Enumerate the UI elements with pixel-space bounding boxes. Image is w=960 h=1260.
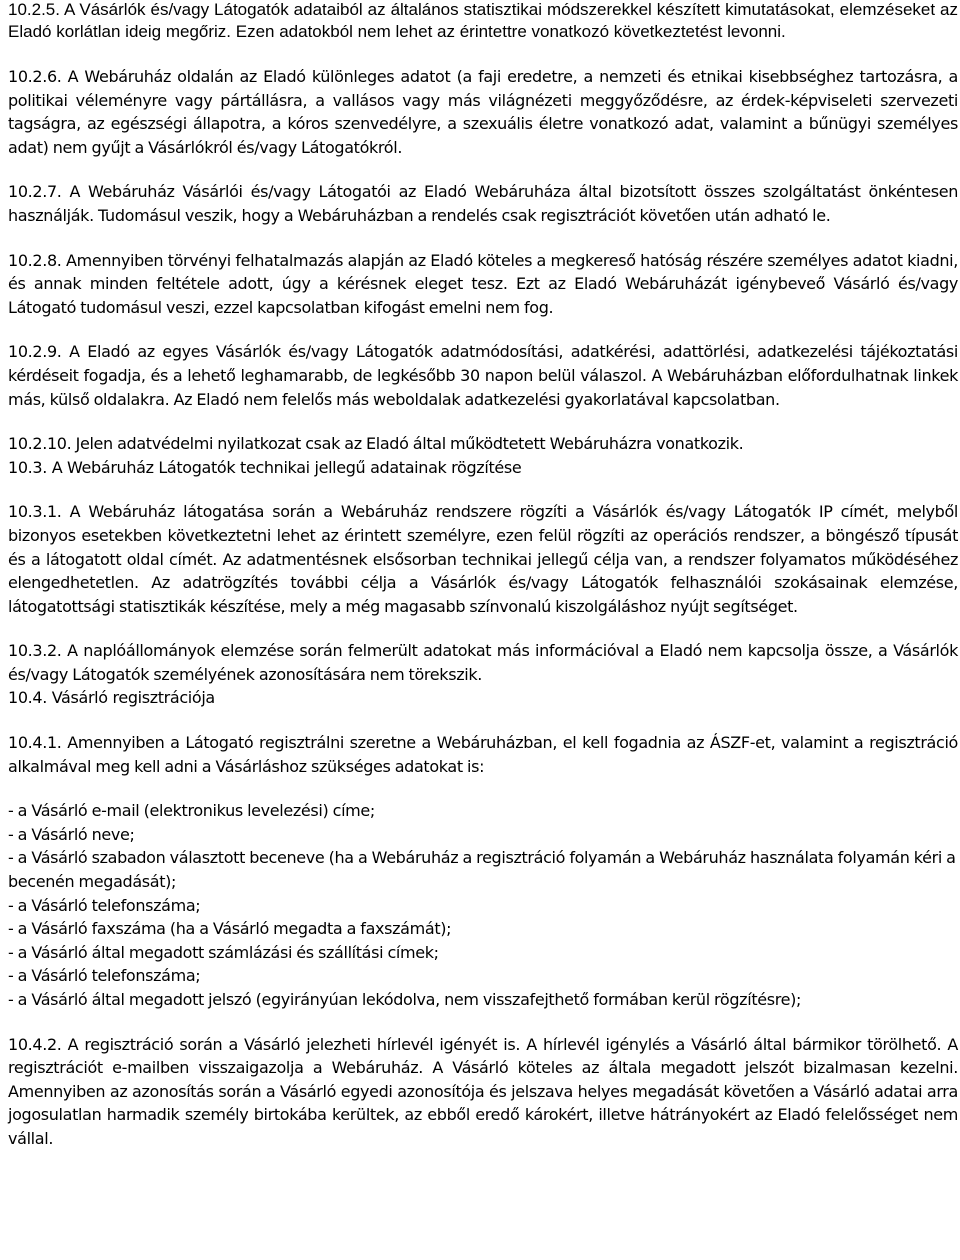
- required-data-list: [8, 799, 958, 1011]
- list-item: - a Vásárló által megadott számlázási és szállítási címek;: [8, 942, 439, 962]
- paragraph-10-2-6: 10.2.6. A Webáruház oldalán az Eladó különleges adatot (a faji eredetre, a nemzeti és etnikai kisebbséghez tartozásra, a politikai véleményre vagy pártállásra, a vallásos vagy más világnézeti meggyőződésre, az érdek-képviseleti szervezeti tagságra, az egészségi állapotra, a kóros szenvedélyre, a szexuális életre vonatkozó adat, valamint a bűnügyi személyes adat) nem gyűjt a Vásárlókról és/vagy Látogatókról.: [8, 67, 958, 157]
- list-item: - a Vásárló neve;: [8, 824, 135, 844]
- paragraph-10-4-2: 10.4.2. A regisztráció során a Vásárló jelezheti hírlevél igényét is. A hírlevél igénylés a Vásárló által bármikor törölhető. A regisztrációt e-mailben visszaigazolja a Webáruház. A Vásárló köteles az általa megadott jelszót bizalmasan kezelni. Amennyiben az azonosítás során a Vásárló egyedi azonosítója és jelszava helyes megadását követően a Vásárló adatai arra jogosulatlan harmadik személy birtokába kerültek, az ebből eredő károkért, illetve hátrányokért az Eladó felelősséget nem vállal.: [8, 1034, 958, 1148]
- paragraph-10-2-9: 10.2.9. A Eladó az egyes Vásárlók és/vagy Látogatók adatmódosítási, adatkérési, adattörlési, adatkezelési tájékoztatási kérdéseit fogadja, és a lehető leghamarabb, de legkésőbb 30 napon belül válaszol. A Webáruházban előfordulhatnak linkek más, külső oldalakra. Az Eladó nem felelős más weboldalak adatkezelési gyakorlatával kapcsolatban.: [8, 342, 958, 409]
- paragraph-10-3-2: 10.3.2. A naplóállományok elemzése során felmerült adatokat más információval a Eladó nem kapcsolja össze, a Vásárlók és/vagy Látogatók személyének azonosítására nem törekszik.: [8, 641, 958, 684]
- paragraph-10-2-8: 10.2.8. Amennyiben törvényi felhatalmazás alapján az Eladó köteles a megkereső hatóság részére személyes adatot kiadni, és annak minden feltétele adott, úgy a kérésnek eleget tesz. Ezt az Eladó Webáruházát igénybeveő Vásárló és/vagy Látogató tudomásul veszi, ezzel kapcsolatban kifogást emelni nem fog.: [8, 250, 958, 317]
- section-heading-10-3: 10.3. A Webáruház Látogatók technikai jellegű adatainak rögzítése: [8, 457, 522, 477]
- list-item: - a Vásárló telefonszáma;: [8, 895, 201, 915]
- paragraph-10-3-1: 10.3.1. A Webáruház látogatása során a Webáruház rendszere rögzíti a Vásárlók és/vagy Látogatók IP címét, melyből bizonyos esetekben következtetni lehet az érintett személyre, ezen felül rögzíti az operációs rendszer, a böngésző típusát és a látogatott oldal címét. Az adatmentésnek elsősorban technikai jellegű célja van, a rendszer folyamatos működéséhez elengedhetetlen. Az adatrögzítés további célja a Vásárlók és/vagy Látogatók felhasználói szokásainak elemzése, látogatottsági statisztikák készítése, mely a még magasabb színvonalú kiszolgáláshoz nyújt segítséget.: [8, 502, 958, 616]
- list-item: - a Vásárló által megadott jelszó (egyirányúan lekódolva, nem visszafejthető formában kerül rögzítésre);: [8, 990, 802, 1009]
- list-item: - a Vásárló telefonszáma;: [8, 966, 201, 986]
- list-item: - a Vásárló szabadon választott beceneve (ha a Webáruház a regisztráció folyamán a Webáruház használata folyamán kéri a becenén megadását);: [8, 848, 956, 892]
- paragraph-10-4-1: 10.4.1. Amennyiben a Látogató regisztrálni szeretne a Webáruházban, el kell fogadnia az ÁSZF-et, valamint a regisztráció alkalmával meg kell adni a Vásárláshoz szükséges adatokat is:: [8, 733, 958, 776]
- list-item: - a Vásárló e-mail (elektronikus levelezési) címe;: [8, 801, 375, 821]
- paragraph-10-2-5: 10.2.5. A Vásárlók és/vagy Látogatók adataiból az általános statisztikai módszerekkel készített kimutatásokat, elemzéseket az Eladó korlátlan ideig megőriz. Ezen adatokból nem lehet az érintettre vonatkozó következtetést levonni.: [8, 0, 958, 41]
- paragraph-10-2-10: 10.2.10. Jelen adatvédelmi nyilatkozat csak az Eladó által működtetett Webáruházra vonatkozik.: [8, 434, 744, 454]
- paragraph-10-2-7: 10.2.7. A Webáruház Vásárlói és/vagy Látogatói az Eladó Webáruháza által bizotsított összes szolgáltatást önkéntesen használják. Tudomásul veszik, hogy a Webáruházban a rendelés csak regisztrációt követően után adható le.: [8, 182, 958, 225]
- list-item: - a Vásárló faxszáma (ha a Vásárló megadta a faxszámát);: [8, 919, 452, 939]
- section-heading-10-4: 10.4. Vásárló regisztrációja: [8, 688, 215, 708]
